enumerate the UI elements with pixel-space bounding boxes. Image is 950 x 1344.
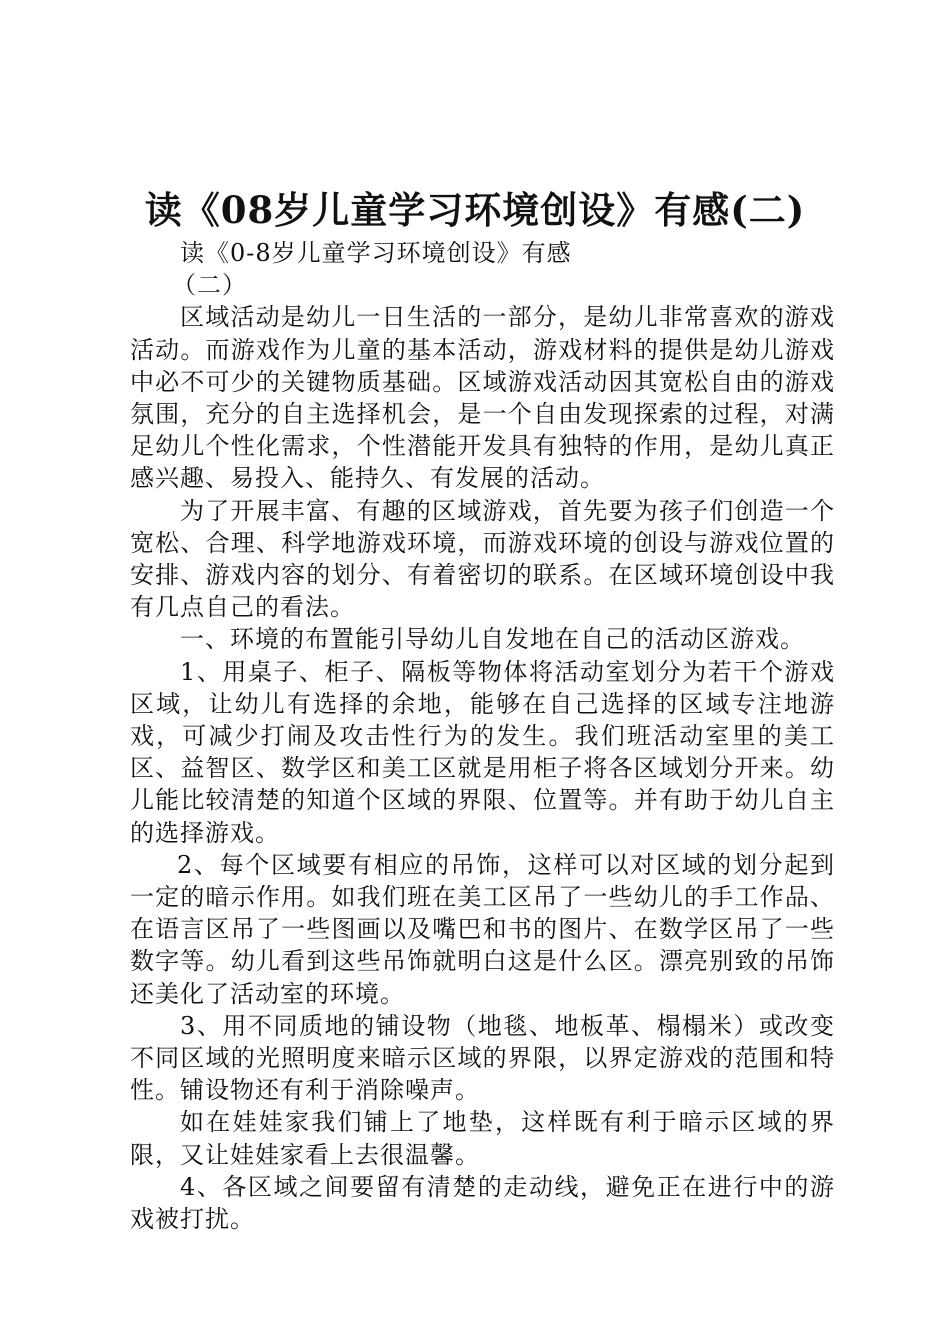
paragraph-3: 1、用桌子、柜子、隔板等物体将活动室划分为若干个游戏区域，让幼儿有选择的余地，能够在自己选择的区域专注地游戏，可减少打闹及攻击性行为的发生。我们班活动室里的美工区、益智区、数学区和美工区就是用柜子将各区域划分开来。幼儿能比较清楚的知道个区域的界限、位置等。并有助于幼儿自主的选择游戏。	[130, 657, 835, 847]
paragraph-2: 为了开展丰富、有趣的区域游戏，首先要为孩子们创造一个宽松、合理、科学地游戏环境，而游戏环境的创设与游戏位置的安排、游戏内容的划分、有着密切的联系。在区域环境创设中我有几点自己的看法。	[130, 496, 835, 622]
section-heading: 一、环境的布置能引导幼儿自发地在自己的活动区游戏。	[180, 625, 805, 654]
document-title: 读《08岁儿童学习环境创设》有感(二)	[144, 188, 806, 232]
paragraph-4: 2、每个区域要有相应的吊饰，这样可以对区域的划分起到一定的暗示作用。如我们班在美工区吊了一些幼儿的手工作品、在语言区吊了一些图画以及嘴巴和书的图片、在数学区吊了一些数字等。幼儿看到这些吊饰就明白这是什么区。漂亮别致的吊饰还美化了活动室的环境。	[130, 850, 835, 1008]
subtitle-line-2: （二）	[172, 271, 247, 300]
paragraph-7: 4、各区域之间要留有清楚的走动线，避免正在进行中的游戏被打扰。	[130, 1172, 835, 1234]
paragraph-1: 区域活动是幼儿一日生活的一部分，是幼儿非常喜欢的游戏活动。而游戏作为儿童的基本活动，游戏材料的提供是幼儿游戏中必不可少的关键物质基础。区域游戏活动因其宽松自由的游戏氛围，充分的自主选择机会，是一个自由发现探索的过程，对满足幼儿个性化需求，个性潜能开发具有独特的作用，是幼儿真正感兴趣、易投入、能持久、有发展的活动。	[130, 303, 835, 493]
paragraph-6: 如在娃娃家我们铺上了地垫，这样既有利于暗示区域的界限，又让娃娃家看上去很温馨。	[130, 1108, 835, 1169]
paragraph-5: 3、用不同质地的铺设物（地毯、地板革、榻榻米）或改变不同区域的光照明度来暗示区域的界限，以界定游戏的范围和特性。铺设物还有利于消除噪声。	[130, 1011, 835, 1105]
subtitle-line: 读《0-8岁儿童学习环境创设》有感	[180, 239, 572, 267]
document-body	[130, 237, 835, 1235]
